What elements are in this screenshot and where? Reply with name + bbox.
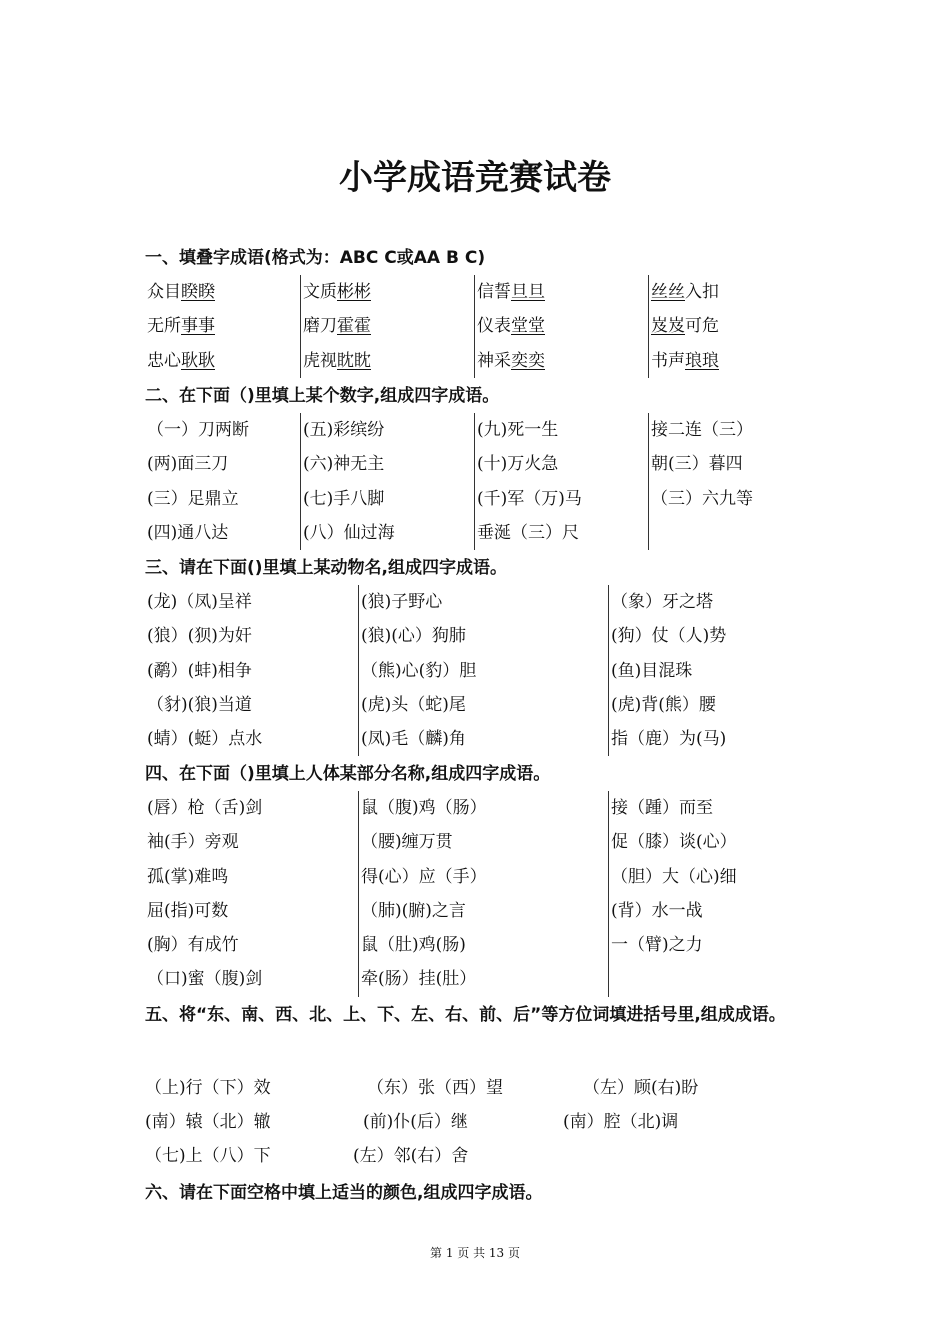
idiom-cell: 得(心）应（手） [359, 860, 609, 894]
idiom-cell: (八）仙过海 [301, 516, 475, 550]
idiom-cell: (胸）有成竹 [145, 928, 359, 962]
idiom-cell [301, 275, 475, 309]
idiom-text: 众目 [147, 282, 181, 302]
section-3-heading: 三、请在下面()里填上某动物名,组成四字成语。 [145, 558, 507, 578]
idiom-text: 书声 [651, 350, 685, 371]
idiom-cell [475, 275, 649, 309]
idiom-item: (前)仆(后）继 [363, 1112, 468, 1132]
idiom-text: 可危 [685, 316, 719, 337]
idiom-cell: 屈(指)可数 [145, 894, 359, 928]
idiom-answer: 霍霍 [337, 316, 371, 337]
idiom-text: 磨刀 [303, 316, 337, 337]
idiom-cell: (蜻）(蜓）点水 [145, 722, 359, 756]
idiom-cell [649, 516, 815, 550]
idiom-text: 信誓 [477, 282, 511, 302]
idiom-answer: 岌岌 [651, 316, 685, 337]
idiom-cell [609, 962, 809, 996]
idiom-cell: (凤)毛（麟)角 [359, 722, 609, 756]
idiom-cell: （象）牙之塔 [611, 592, 713, 612]
idiom-cell: 鼠（肚)鸡(肠) [359, 928, 609, 962]
idiom-cell [649, 344, 815, 378]
idiom-cell: 袖(手）旁观 [145, 825, 359, 859]
section-2-table [145, 413, 815, 550]
idiom-cell [475, 344, 649, 378]
idiom-cell: (虎)头（蛇)尾 [359, 688, 609, 722]
idiom-cell: (虎)背(熊）腰 [611, 694, 716, 715]
idiom-cell: 接（踵）而至 [611, 798, 713, 818]
idiom-answer: 旦旦 [511, 282, 545, 302]
idiom-cell [649, 309, 815, 343]
idiom-text: 无所 [147, 316, 181, 337]
idiom-cell [301, 344, 475, 378]
idiom-cell: （豺)(狼)当道 [145, 688, 359, 722]
idiom-cell: (六)神无主 [301, 447, 475, 481]
section-5-row [145, 1139, 815, 1173]
idiom-cell: 鼠（腹)鸡（肠） [359, 791, 609, 825]
idiom-answer: 眈眈 [337, 350, 371, 371]
idiom-item: （左）顾(右)盼 [583, 1078, 699, 1098]
idiom-cell: (狼)子野心 [359, 585, 609, 619]
idiom-cell: （腰)缠万贯 [359, 825, 609, 859]
idiom-cell [301, 309, 475, 343]
idiom-text: 入扣 [685, 282, 719, 302]
idiom-cell: (十)万火急 [475, 447, 649, 481]
idiom-cell: (唇）枪（舌)剑 [145, 791, 359, 825]
idiom-answer: 琅琅 [685, 350, 719, 371]
section-3-table [145, 585, 809, 756]
section-6-heading: 六、请在下面空格中填上适当的颜色,组成四字成语。 [145, 1183, 543, 1203]
idiom-cell: (狗）仗（人)势 [611, 626, 727, 647]
idiom-cell: (五)彩缤纷 [301, 413, 475, 447]
section-5-row [145, 1105, 815, 1139]
idiom-cell: (龙)（凤)呈祥 [145, 585, 359, 619]
idiom-item: （东）张（西）望 [367, 1078, 503, 1098]
idiom-cell: (三）足鼎立 [145, 482, 301, 516]
idiom-text: 文质 [303, 282, 337, 302]
idiom-cell: 孤(掌)难鸣 [145, 860, 359, 894]
section-5-heading: 五、将“东、南、西、北、上、下、左、右、前、后”等方位词填进括号里,组成成语。 [145, 1005, 786, 1025]
idiom-cell: (九)死一生 [475, 413, 649, 447]
idiom-cell: (四)通八达 [145, 516, 301, 550]
idiom-cell: （胆）大（心)细 [611, 866, 737, 887]
idiom-answer: 事事 [181, 316, 215, 337]
idiom-cell: （一）刀两断 [145, 413, 301, 447]
idiom-cell: 接二连（三） [651, 420, 753, 440]
idiom-cell: (两)面三刀 [145, 447, 301, 481]
idiom-cell: (背）水一战 [611, 900, 703, 921]
idiom-cell [145, 309, 301, 343]
idiom-cell: 指（鹿）为(马) [611, 729, 727, 750]
idiom-cell: （三）六九等 [651, 488, 753, 509]
idiom-answer: 堂堂 [511, 316, 545, 337]
idiom-cell: 垂涎（三）尺 [475, 516, 649, 550]
idiom-cell [145, 344, 301, 378]
section-1-heading: 一、填叠字成语(格式为：ABC C或AA B C) [145, 248, 486, 268]
idiom-item: （上)行（下）效 [145, 1078, 271, 1098]
idiom-cell: (狼)(心）狗肺 [359, 619, 609, 653]
idiom-item: (左）邻(右）舍 [353, 1146, 469, 1166]
section-2-heading: 二、在下面（)里填上某个数字,组成四字成语。 [145, 386, 500, 406]
idiom-cell: 一（臂)之力 [611, 935, 703, 956]
idiom-text: 虎视 [303, 350, 337, 371]
idiom-answer: 睽睽 [181, 282, 215, 302]
idiom-cell: 朝(三）暮四 [651, 454, 743, 475]
idiom-item: (南）辕（北）辙 [145, 1112, 271, 1132]
idiom-text: 忠心 [147, 350, 181, 371]
idiom-cell: (七)手八脚 [301, 482, 475, 516]
idiom-cell: （熊)心(豹）胆 [359, 654, 609, 688]
page-footer: 第 1 页 共 13 页 [430, 1246, 520, 1260]
idiom-answer: 耿耿 [181, 350, 215, 371]
idiom-cell [475, 309, 649, 343]
idiom-cell: (千)军（万)马 [475, 482, 649, 516]
idiom-cell: （口)蜜（腹)剑 [145, 962, 359, 996]
idiom-item: (南）腔（北)调 [563, 1112, 679, 1132]
idiom-text: 神采 [477, 350, 511, 371]
idiom-cell [649, 275, 815, 309]
idiom-cell [145, 275, 301, 309]
section-4-table [145, 791, 809, 997]
idiom-cell: 促（膝）谈(心） [611, 832, 737, 853]
idiom-item: （七)上（八）下 [145, 1146, 271, 1166]
idiom-answer: 奕奕 [511, 350, 545, 371]
idiom-answer: 丝丝 [651, 282, 685, 302]
idiom-cell: (鱼)目混珠 [611, 660, 693, 681]
idiom-cell: （肺)(腑)之言 [359, 894, 609, 928]
idiom-cell: (鹬）(蚌)相争 [145, 654, 359, 688]
idiom-answer: 彬彬 [337, 282, 371, 302]
section-5-row [145, 1071, 815, 1105]
idiom-cell: (狼）(狈)为奸 [145, 619, 359, 653]
section-4-heading: 四、在下面（)里填上人体某部分名称,组成四字成语。 [145, 764, 551, 784]
page-title: 小学成语竞赛试卷 [339, 158, 611, 198]
section-1-table [145, 275, 815, 378]
idiom-text: 仪表 [477, 316, 511, 337]
idiom-cell: 牵(肠）挂(肚） [359, 962, 609, 996]
